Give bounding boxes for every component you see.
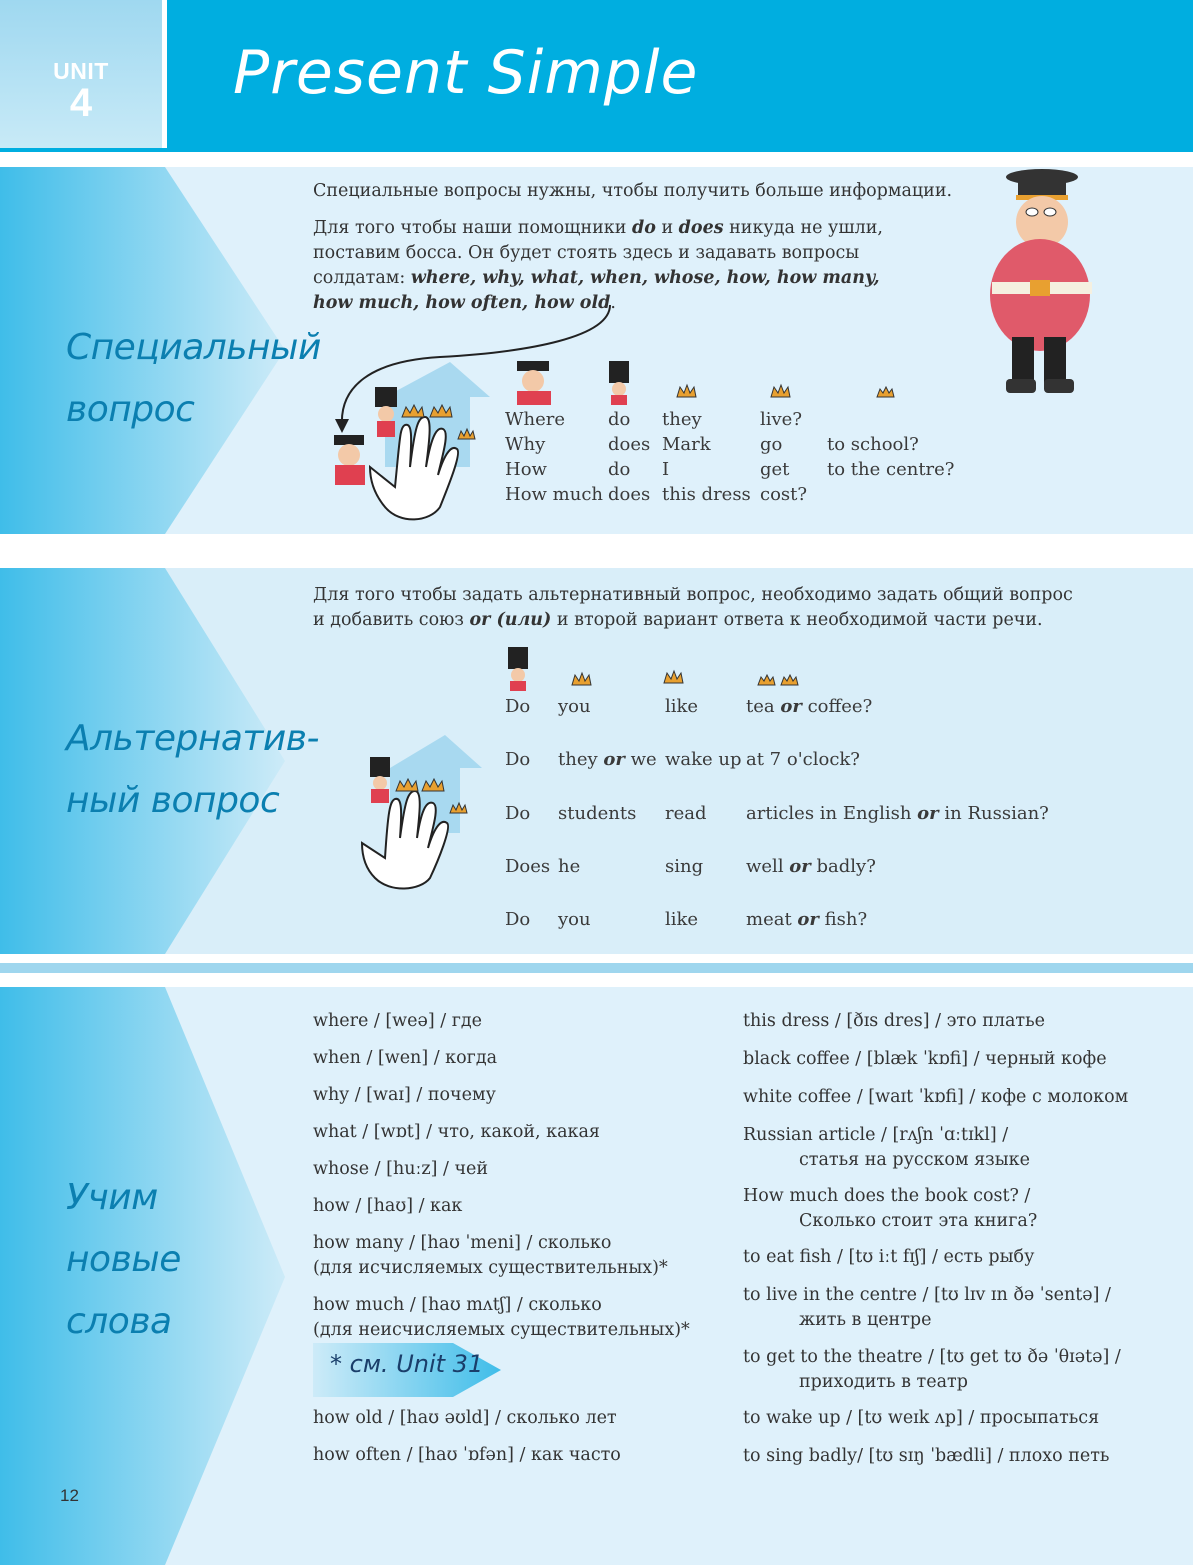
vocab-translation: жить в центре: [799, 1310, 932, 1330]
cell-auxiliary: do: [608, 459, 631, 480]
section-label: [66, 708, 319, 832]
vocab-translation: приходить в театр: [799, 1372, 968, 1392]
hand-house-illustration: [360, 733, 490, 893]
cell-subject: this dress: [662, 484, 751, 505]
section-label-line: слова: [66, 1301, 172, 1342]
vocab-entry: why / [waɪ] / почему: [313, 1085, 496, 1105]
crown-icon: [677, 385, 894, 397]
vocab-entry: how many / [haʊ ˈmeni] / сколько: [313, 1233, 612, 1253]
explanation-line: поставим босса. Он будет стоять здесь и задавать вопросы: [313, 243, 860, 263]
cell-auxiliary: does: [608, 434, 651, 455]
intro-line: Специальные вопросы нужны, чтобы получить больше информации.: [313, 181, 953, 201]
vocab-item: [313, 1231, 690, 1293]
cell-question-word: How: [505, 459, 547, 480]
cell-subject: [558, 749, 657, 770]
vocab-entry: to eat fish / [tʊ iːt fɪʃ] / есть рыбу: [743, 1247, 1035, 1267]
vocab-item: [743, 1184, 1128, 1245]
cell-subject: Mark: [662, 434, 711, 455]
cell-auxiliary: Do: [505, 696, 531, 717]
cell-rest: [746, 696, 872, 717]
vocab-entry: how often / [haʊ ˈɒfən] / как часто: [313, 1445, 621, 1465]
vocab-entry: where / [weə] / где: [313, 1011, 483, 1031]
section-label-line: ный вопрос: [66, 780, 280, 821]
boss-officer-icon: [334, 435, 365, 485]
text-span: fish?: [818, 909, 868, 930]
table-row: [505, 803, 1065, 856]
vocab-item: [743, 1245, 1128, 1283]
vocab-entry: to get to the theatre / [tʊ get tʊ ðə ˈθɪətə] /: [743, 1347, 1121, 1367]
header-divider: [0, 148, 1193, 152]
cell-rest: to the centre?: [827, 459, 955, 480]
vocab-entry: when / [wen] / когда: [313, 1048, 498, 1068]
text-span: coffee?: [801, 696, 873, 717]
cell-verb: cost?: [760, 484, 808, 505]
vocab-entry: white coffee / [waɪt ˈkɒfi] / кофе с молоком: [743, 1087, 1129, 1107]
keyword-does: does: [678, 218, 724, 238]
text-span: well: [746, 856, 790, 877]
text-span: никуда не ушли,: [723, 218, 883, 238]
title-bar: [167, 0, 1193, 148]
section-label-line: Специальный: [66, 327, 321, 368]
cell-verb: live?: [760, 409, 802, 430]
vocab-item: [313, 1009, 690, 1046]
vocab-entry: black coffee / [blæk ˈkɒfi] / черный кофе: [743, 1049, 1107, 1069]
guard-icon: [609, 361, 629, 405]
section-label-line: Учим: [66, 1177, 158, 1218]
text-span: tea: [746, 696, 781, 717]
table-row: [505, 696, 1065, 749]
cell-question-word: How much: [505, 484, 603, 505]
question-words: how much, how often, how old: [313, 293, 611, 313]
vocab-item: [313, 1194, 690, 1231]
vocab-entry: how old / [haʊ əʊld] / сколько лет: [313, 1408, 617, 1428]
explanation-text: [313, 583, 1073, 633]
vocab-item: [743, 1009, 1128, 1047]
explanation-line: [313, 266, 883, 291]
table-row: [505, 909, 1065, 939]
unit-number: 4: [69, 81, 93, 125]
table-row: [505, 459, 985, 484]
cell-question-word: Where: [505, 409, 566, 430]
keyword-or: or: [797, 909, 819, 930]
cell-verb: sing: [665, 856, 704, 877]
alternative-question-table: [505, 696, 1065, 939]
hand-house-illustration: [330, 357, 510, 527]
text-span: badly?: [810, 856, 876, 877]
vocab-right-column: [743, 1009, 1128, 1482]
cell-auxiliary: does: [608, 484, 651, 505]
vocab-item: [743, 1283, 1128, 1345]
page-number: 12: [60, 1486, 79, 1505]
section-special-question: [0, 167, 1193, 534]
vocab-item: [743, 1085, 1128, 1123]
table-row: [505, 749, 1065, 803]
cell-rest: [746, 909, 867, 930]
cell-subject: I: [662, 459, 670, 480]
text-span: in Russian?: [938, 803, 1049, 824]
crown-icon: [572, 671, 798, 685]
vocab-item: [313, 1406, 690, 1443]
cell-subject: students: [558, 803, 637, 824]
section-label-line: новые: [66, 1239, 181, 1280]
text-span: и: [655, 218, 679, 238]
vocab-entry: whose / [huːz] / чей: [313, 1159, 489, 1179]
cell-question-word: Why: [505, 434, 546, 455]
see-unit-note: * см. Unit 31: [330, 1350, 484, 1378]
vocab-item: [743, 1047, 1128, 1085]
explanation-line: [313, 216, 883, 241]
vocab-item: [743, 1345, 1128, 1406]
vocab-translation: Сколько стоит эта книга?: [799, 1211, 1038, 1231]
section-label-line: Альтернатив-: [66, 718, 319, 759]
cell-verb: read: [665, 803, 707, 824]
section-label: [66, 317, 321, 441]
special-question-table: [505, 409, 985, 509]
keyword-or: or: [780, 696, 802, 717]
table-icons-row: [505, 357, 905, 407]
cell-rest: [746, 803, 1049, 824]
vocab-item: [313, 1046, 690, 1083]
keyword-do: do: [631, 218, 656, 238]
text-span: articles in English: [746, 803, 918, 824]
section-label: [66, 1167, 181, 1353]
cell-verb: get: [760, 459, 790, 480]
unit-label: UNIT: [53, 58, 109, 84]
vocab-entry: to live in the centre / [tʊ lɪv ɪn ðə ˈsentə] /: [743, 1285, 1111, 1305]
vocab-entry: Russian article / [rʌʃn ˈɑːtɪkl] /: [743, 1125, 1009, 1145]
vocab-note: (для исчисляемых существительных)*: [313, 1258, 668, 1278]
cell-subject: you: [558, 909, 591, 930]
cell-auxiliary: Do: [505, 909, 531, 930]
question-words: where, why, what, when, whose, how, how many,: [410, 268, 880, 288]
text-span: солдатам:: [313, 268, 411, 288]
cell-subject: he: [558, 856, 581, 877]
vocab-item: [743, 1406, 1128, 1444]
vocab-translation: статья на русском языке: [799, 1150, 1030, 1170]
text-span: we: [624, 749, 657, 770]
text-span: they: [558, 749, 604, 770]
section-alternative-question: [0, 568, 1193, 954]
vocab-entry: How much does the book cost? /: [743, 1186, 1031, 1206]
cell-subject: you: [558, 696, 591, 717]
text-span: .: [610, 293, 616, 313]
text-span: Для того чтобы наши помощники: [313, 218, 632, 238]
text-span: и добавить союз: [313, 610, 470, 630]
cell-verb: like: [665, 909, 699, 930]
text-span: и второй вариант ответа к необходимой части речи.: [551, 610, 1043, 630]
cell-rest: at 7 o'clock?: [746, 749, 860, 770]
boss-officer-icon: [517, 361, 551, 405]
vocab-entry: to wake up / [tʊ weɪk ʌp] / просыпаться: [743, 1408, 1100, 1428]
table-row: [505, 484, 985, 509]
hand-icon: [362, 791, 448, 889]
guard-icon: [508, 647, 528, 691]
vocab-entry: how much / [haʊ mʌtʃ] / сколько: [313, 1295, 602, 1315]
cell-auxiliary: Do: [505, 803, 531, 824]
cell-auxiliary: do: [608, 409, 631, 430]
vocab-item: [313, 1443, 690, 1480]
cell-subject: they: [662, 409, 702, 430]
officer-character-icon: [980, 167, 1100, 402]
vocab-item: [313, 1157, 690, 1194]
vocab-note: (для неисчисляемых существительных)*: [313, 1320, 690, 1340]
cell-auxiliary: Do: [505, 749, 531, 770]
section-label-line: вопрос: [66, 389, 195, 430]
vocab-item: [313, 1083, 690, 1120]
cell-rest: [746, 856, 876, 877]
unit-box: [0, 0, 162, 148]
table-row: [505, 856, 1065, 909]
explanation-line: Для того чтобы задать альтернативный вопрос, необходимо задать общий вопрос: [313, 585, 1073, 605]
vocab-entry: this dress / [ðɪs dres] / это платье: [743, 1011, 1045, 1031]
cell-auxiliary: Does: [505, 856, 551, 877]
table-row: [505, 434, 985, 459]
cell-verb: go: [760, 434, 783, 455]
vocab-left-column: [313, 1009, 690, 1480]
guard-icon: [370, 757, 390, 803]
keyword-or: or: [603, 749, 625, 770]
keyword-or: or: [917, 803, 939, 824]
keyword-or: or (или): [469, 610, 552, 630]
table-icons-row: [500, 643, 820, 693]
table-row: [505, 409, 985, 434]
page-title: Present Simple: [233, 38, 699, 108]
guard-icon: [375, 387, 397, 437]
vocab-entry: how / [haʊ] / как: [313, 1196, 463, 1216]
explanation-line: [313, 608, 1073, 633]
vocab-item: [743, 1123, 1128, 1184]
vocab-entry: to sing badly/ [tʊ sɪŋ ˈbædli] / плохо петь: [743, 1446, 1110, 1466]
text-span: meat: [746, 909, 798, 930]
vocab-item: [743, 1444, 1128, 1482]
keyword-or: or: [789, 856, 811, 877]
vocab-item: [313, 1120, 690, 1157]
cell-verb: like: [665, 696, 699, 717]
intro-text: [313, 179, 952, 204]
cell-rest: to school?: [827, 434, 919, 455]
section-divider: [0, 963, 1193, 973]
cell-verb: wake up: [665, 749, 742, 770]
vocab-entry: what / [wɒt] / что, какой, какая: [313, 1122, 600, 1142]
